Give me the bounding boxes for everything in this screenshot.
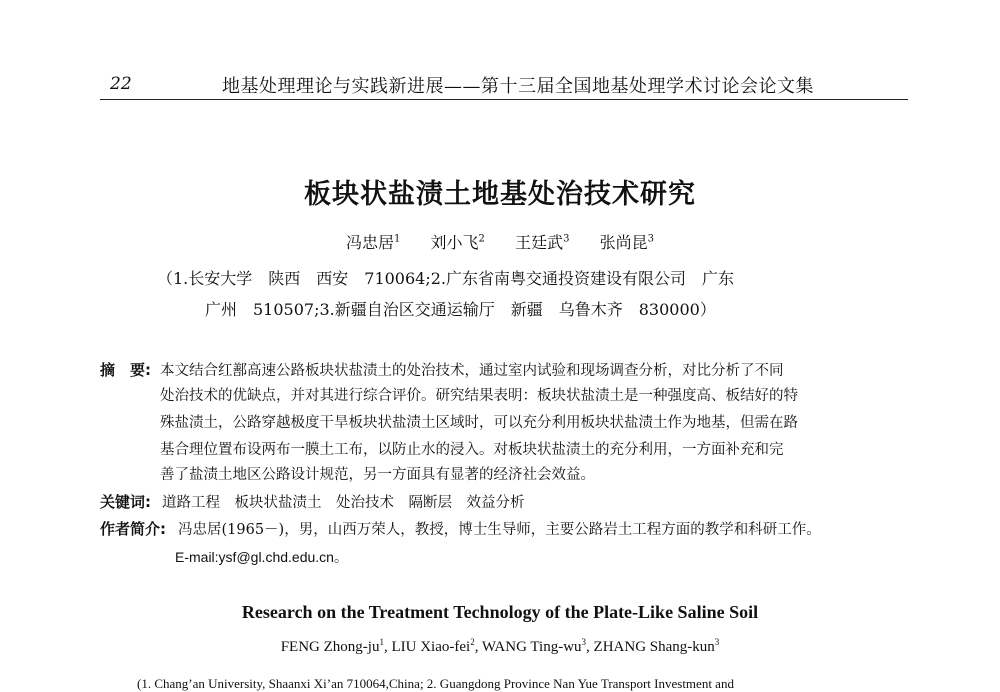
author-list xyxy=(0,230,1000,253)
abstract-line: 基合理位置布设两布一膜土工布，以防止水的浸入。对板块状盐渍土的充分利用，一方面补充和完 xyxy=(160,442,784,458)
affiliation-line-2: 广州 510507;3.新疆自治区交通运输厅 新疆 乌鲁木齐 830000） xyxy=(205,300,716,319)
author: 王廷武$^3$ xyxy=(515,233,570,252)
author: 刘小飞$^2$ xyxy=(430,233,485,252)
author-bio-label: 作者简介: xyxy=(100,520,166,538)
author-email: E-mail:ysf@gl.chd.edu.cn。 xyxy=(175,549,348,565)
english-author: WANG Ting-$wu^3$ xyxy=(481,637,587,655)
author: 张尚昆$^3$ xyxy=(599,233,655,252)
abstract-line: 殊盐渍土，公路穿越极度干旱板块状盐渍土区域时，可以充分利用板块状盐渍土作为地基，但需在路 xyxy=(160,415,798,431)
running-header-title: 地基处理理论与实践新进展——第十三届全国地基处理学术讨论会论文集 xyxy=(222,76,814,97)
abstract-label: 摘 要: xyxy=(100,361,151,379)
english-affiliation-line: (1. Chang’an University, Shaanxi Xi’an 710064,China; 2. Guangdong Province Nan Yue Transport Investment and xyxy=(137,676,734,691)
keywords-label: 关键词: xyxy=(100,493,151,511)
abstract-line: 善了盐渍土地区公路设计规范，另一方面具有显著的经济社会效益。 xyxy=(160,467,595,483)
english-author: ZHANG Shang-kun$^3$ xyxy=(593,637,720,655)
page-number: 22 xyxy=(110,74,132,94)
abstract-line: 本文结合红鄯高速公路板块状盐渍土的处治技术，通过室内试验和现场调查分析，对比分析了不同 xyxy=(160,363,784,379)
affiliation-line-1: （1.长安大学 陕西 西安 710064;2.广东省南粤交通投资建设有限公司 广东 xyxy=(157,269,735,288)
author-bio-text: 冯忠居(1965－)，男，山西万荣人，教授，博士生导师，主要公路岩土工程方面的教学和科研工作。 xyxy=(178,522,821,538)
keywords-text: 道路工程 板块状盐渍土 处治技术 隔断层 效益分析 xyxy=(162,495,525,511)
english-author: FENG Zhong-$ju^1$ xyxy=(280,637,384,655)
author: 冯忠居$^1$ xyxy=(345,233,401,252)
abstract-line: 处治技术的优缺点，并对其进行综合评价。研究结果表明：板块状盐渍土是一种强度高、板结好的特 xyxy=(160,388,798,404)
paper-title: 板块状盐渍土地基处治技术研究 xyxy=(304,179,696,210)
english-author: LIU Xiao-fei$^2$ xyxy=(391,637,475,655)
english-author-list: FENG Zhong-$ju^1$, LIU Xiao-fei$^2$, WANG Ting-$wu^3$, ZHANG Shang-kun$^3$ xyxy=(280,637,720,655)
english-title: Research on the Treatment Technology of the Plate-Like Saline Soil xyxy=(241,602,759,622)
header-rule xyxy=(100,99,908,100)
